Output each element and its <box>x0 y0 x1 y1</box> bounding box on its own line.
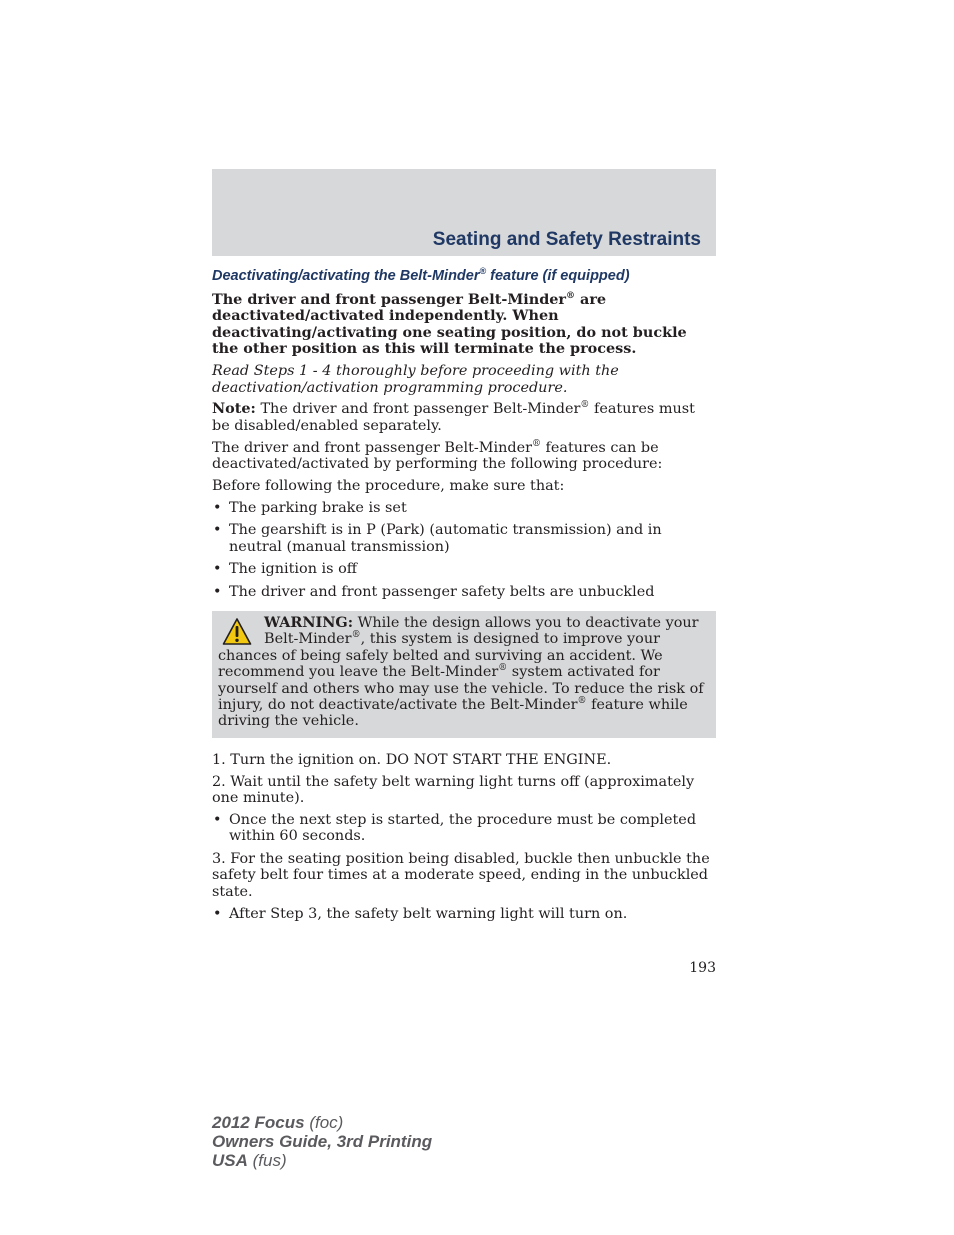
before-paragraph: Before following the procedure, make sure that: <box>212 478 565 495</box>
warning-box: WARNING: While the design allows you to deactivate your Belt-Minder®, this system is designed to improve your chances of being safely belted and surviving an accident. We recommend you leave the Belt-Minder® system activated for yourself and others who may use the vehicle. To reduce the risk of injury, do not deactivate/activate the Belt-Minder® feature while driving the vehicle. <box>212 611 716 738</box>
footer-line-2: Owners Guide, 3rd Printing <box>212 1132 433 1151</box>
warning-label: WARNING: <box>264 614 354 631</box>
note-paragraph: Note: The driver and front passenger Belt-Minder® features must be disabled/enabled separately. <box>212 400 695 434</box>
step-2: 2. Wait until the safety belt warning light turns off (approximately one minute). <box>212 773 695 807</box>
footer-line-3: USA (fus) <box>212 1151 287 1170</box>
step-1: 1. Turn the ignition on. DO NOT START THE ENGINE. <box>212 751 612 768</box>
precondition-list <box>212 500 716 600</box>
step-2-notes <box>212 812 716 845</box>
list-item: • The ignition is off <box>212 561 716 577</box>
page-content <box>212 267 716 928</box>
page-number: 193 <box>689 960 716 976</box>
list-item: • Once the next step is started, the procedure must be completed within 60 seconds. <box>212 812 716 845</box>
read-steps-paragraph: Read Steps 1 - 4 thoroughly before proceeding with the deactivation/activation programming procedure. <box>212 363 619 396</box>
publication-footer <box>212 1113 432 1170</box>
registered-mark: ® <box>479 266 487 277</box>
chapter-title: Seating and Safety Restraints <box>432 229 701 250</box>
intro-bold-paragraph: The driver and front passenger Belt-Minder® are deactivated/activated independently. When deactivating/activating one seating position, do not buckle the other position as this will terminate the process. <box>212 291 687 358</box>
list-item: • The parking brake is set <box>212 500 716 516</box>
chapter-header-band <box>212 169 716 256</box>
list-item: • The gearshift is in P (Park) (automatic transmission) and in neutral (manual transmission) <box>212 522 716 555</box>
footer-line-1: 2012 Focus (foc) <box>212 1113 344 1132</box>
list-item: • The driver and front passenger safety belts are unbuckled <box>212 584 716 600</box>
procedure-paragraph: The driver and front passenger Belt-Minder® features can be deactivated/activated by performing the following procedure: <box>212 438 663 473</box>
section-heading: Deactivating/activating the Belt-Minder® feature (if equipped) <box>212 266 630 284</box>
warning-triangle-icon <box>222 617 252 647</box>
step-3-notes <box>212 906 716 922</box>
step-3: 3. For the seating position being disabled, buckle then unbuckle the safety belt four times at a moderate speed, ending in the unbuckled state. <box>212 850 710 900</box>
list-item: • After Step 3, the safety belt warning light will turn on. <box>212 906 716 922</box>
note-label: Note: <box>212 400 256 418</box>
